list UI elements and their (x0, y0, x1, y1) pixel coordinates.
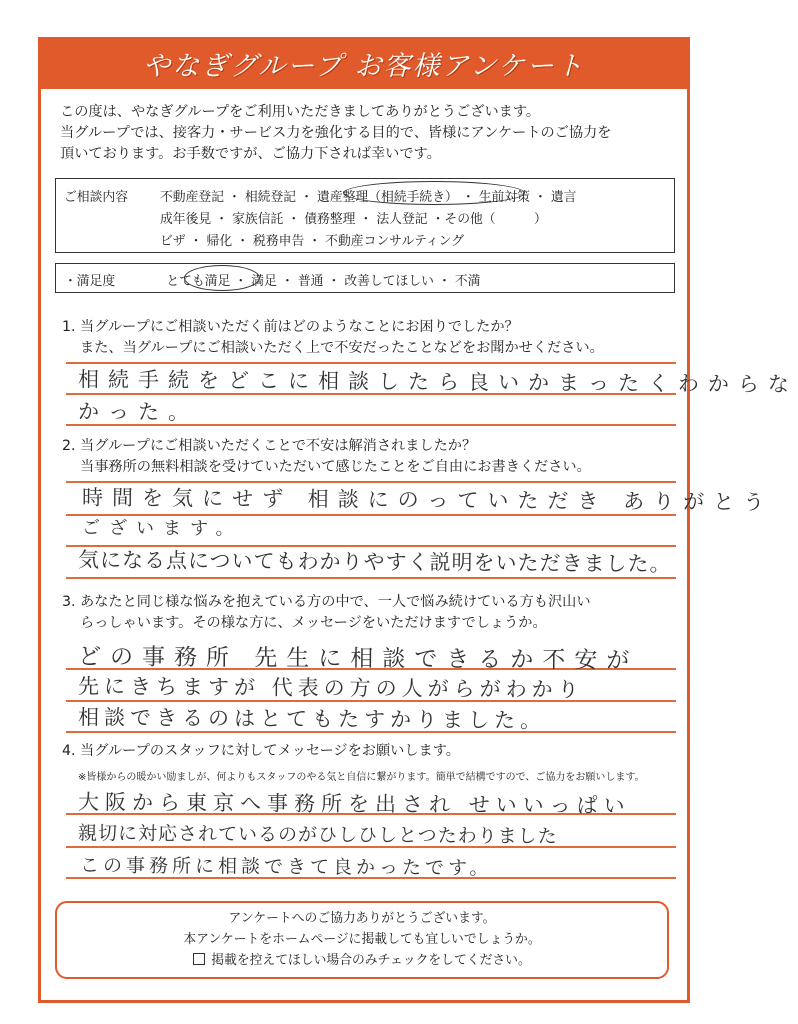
answer-3-line2: 先にきちますが 代表の方の人がらがわかり (77, 674, 584, 702)
publish-opt-out-checkbox[interactable] (193, 953, 205, 965)
title-bar (38, 37, 690, 89)
question-1-line2: また、当グループにご相談いただく上で不安だったことなどをお聞かせください。 (80, 340, 604, 356)
answer-2-line2: ございます。 (81, 517, 243, 540)
question-2 (62, 436, 682, 478)
intro-line: 頂いております。お手数ですが、ご協力下されば幸いです。 (60, 146, 441, 162)
intro-line: 当グループでは、接客力・サービス力を強化する目的で、皆様にアンケートのご協力を (60, 125, 612, 141)
question-4-note: ※皆様からの暖かい励ましが、何よりもスタッフのやる気と自信に繋がります。簡単で結構ですので、ご協力をお願いします。 (78, 772, 645, 783)
satisfaction-selected-circle (184, 265, 260, 291)
consultation-label: ご相談内容 (64, 190, 128, 205)
question-2-line2: 当事務所の無料相談を受けていただいて感じたことをご自由にお書きください。 (80, 459, 591, 475)
footer-line3: 掲載を控えてほしい場合のみチェックをしてください。 (211, 953, 531, 968)
answer-4-line3: この事務所に相談できて良かったです。 (79, 854, 493, 880)
answer-2-line1: 時間を気にせず 相談にのっていただき ありがとう (81, 485, 774, 515)
consultation-box (55, 178, 675, 253)
consultation-options-row2: 成年後見 ・ 家族信託 ・ 債務整理 ・ 法人登記 ・その他（ ） (160, 212, 547, 227)
question-1 (62, 317, 682, 359)
question-3 (62, 592, 682, 634)
answer-1-line2: かった。 (77, 399, 199, 425)
answer-4-line1: 大阪から東京へ事務所を出され せいいっぱい (77, 790, 631, 818)
answer-1-line1: 相続手続をどこに相談したら良いかまったくわからな (77, 367, 798, 397)
selected-option-circle (343, 181, 525, 205)
intro-text (60, 102, 680, 165)
question-4 (62, 741, 682, 762)
footer-box (55, 901, 669, 979)
answer-3-line1: どの事務所 先生に相談できるか不安が (77, 644, 639, 674)
answer-4-line2: 親切に対応されているのがひしひしとつたわりました (77, 822, 558, 848)
consultation-options-row1: 不動産登記 ・ 相続登記 ・ 遺産整理（相続手続き） ・ 生前対策 ・ 遺言 (160, 190, 577, 205)
answer-2-line3: 気になる点についてもわかりやすく説明をいただきました。 (77, 547, 672, 577)
survey-title: やなぎグループ お客様アンケート (143, 50, 585, 82)
question-3-line1: 3. あなたと同じ様な悩みを抱えている方の中で、一人で悩み続けている方も沢山い (62, 594, 591, 610)
satisfaction-options: ・満足度 とても満足 ・ 満足 ・ 普通 ・ 改善してほしい ・ 不満 (64, 274, 481, 289)
answer-3-line3: 相談できるのはとてもたすかりました。 (77, 705, 547, 733)
question-2-line1: 2. 当グループにご相談いただくことで不安は解消されましたか？ (62, 438, 477, 454)
question-1-line1: 1. 当グループにご相談いただく前はどのようなことにお困りでしたか？ (62, 319, 519, 335)
question-4-line1: 4. 当グループのスタッフに対してメッセージをお願いします。 (62, 743, 460, 759)
footer-line1: アンケートへのご協力ありがとうございます。 (228, 911, 496, 926)
footer-line3-wrapper (57, 950, 667, 971)
consultation-options-row3: ビザ ・ 帰化 ・ 税務申告 ・ 不動産コンサルティング (160, 234, 465, 249)
satisfaction-box (55, 263, 675, 293)
question-3-line2: らっしゃいます。その様な方に、メッセージをいただけますでしょうか。 (80, 615, 547, 631)
intro-line: この度は、やなぎグループをご利用いただきましてありがとうございます。 (60, 104, 541, 120)
footer-line2: 本アンケートをホームページに掲載しても宜しいでしょうか。 (183, 932, 541, 947)
